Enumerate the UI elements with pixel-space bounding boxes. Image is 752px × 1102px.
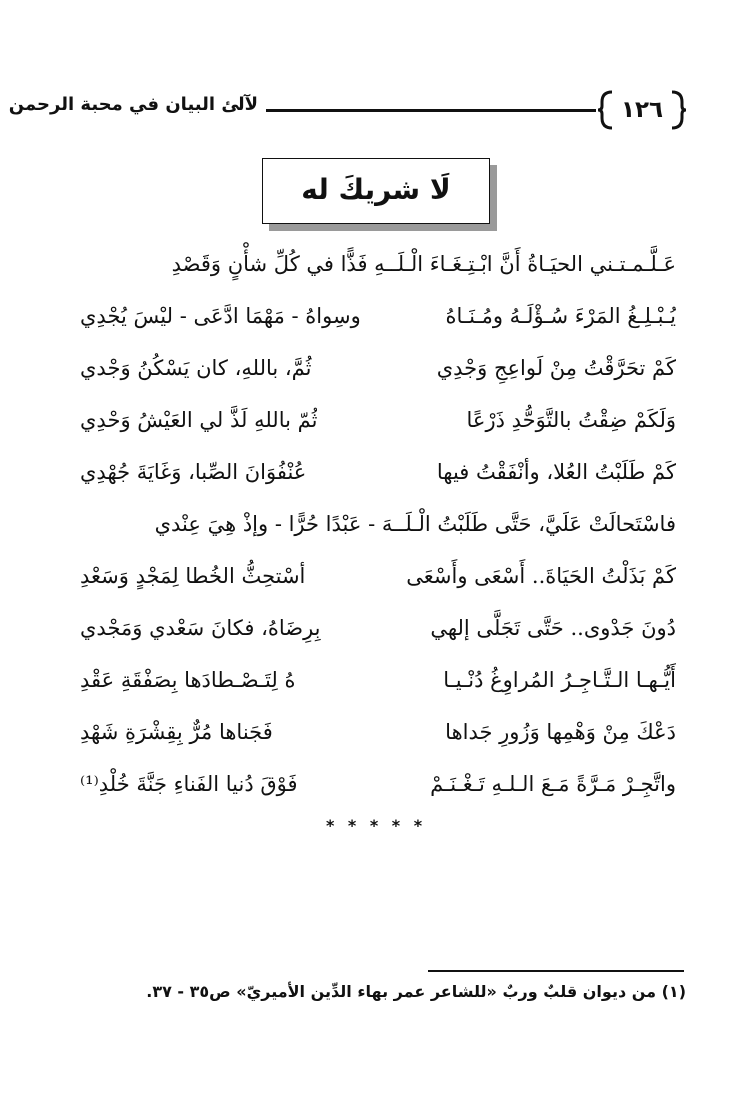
poem-line [80,498,676,550]
poem-second-hemistich: فَوْقَ دُنيا الفَناءِ جَنَّةَ خُلْدِ⁽¹⁾ [80,772,298,796]
poem-first-hemistich: كَمْ تحَرَّقْتُ مِنْ لَواعِجِ وَجْدِي [436,356,676,380]
poem-second-hemistich: وسِواهُ - مَهْمَا ادَّعَى - ليْسَ يُجْدِي [80,304,361,328]
poem-second-hemistich: بِرِضَاهُ، فكانَ سَعْدي وَمَجْدي [80,616,321,640]
poem-second-hemistich: ثُمَّ، باللهِ، كان يَسْكُنُ وَجْدي [80,356,312,380]
poem-first-hemistich: يُـبْـلِـغُ المَرْءَ سُـؤْلَـهُ ومُـنَـاهُ [445,304,676,328]
poem-first-hemistich: وَلَكَمْ ضِقْتُ بالتَّوَحُّدِ ذَرْعًا [466,408,676,432]
poem-second-hemistich: عُنْفُوَانَ الصِّبا، وَغَايَةَ جُهْدِي [80,460,307,484]
poem-line [80,758,676,810]
page-header [8,88,684,132]
page-number: ١٢٦ [620,97,664,123]
poem-line [80,238,676,290]
section-separator: * * * * * [325,816,427,835]
footnote: (١) من ديوان قلبٌ وربٌ «للشاعر عمر بهاء الدِّين الأميريّ» ص٣٥ - ٣٧. [146,982,686,1001]
page-number-frame [598,88,686,132]
poem-first-hemistich: كَمْ بَذَلْتُ الحَيَاةَ.. أَسْعَى وأَسْعَى [406,564,676,588]
poem-first-hemistich: دُونَ جَدْوى.. حَتَّى تَجَلَّى إلهي [430,616,676,640]
chapter-title-frame [262,158,490,224]
book-title: لآلئ البيان في محبة الرحمن [8,94,258,115]
poem-first-hemistich: دَعْكَ مِنْ وَهْمِها وَزُورِ جَداها [445,720,676,744]
poem-line [80,342,676,394]
poem-line [80,550,676,602]
header-rule [266,109,596,112]
poem-full-line: عَـلَّـمـتـني الحيَـاةُ أَنَّ ابْـتِـغَـاءَ الْـلَــهِ فَذًّا في كُلِّ شأْنٍ وَقَصْدِ [171,252,676,276]
poem-full-line: فاسْتَحالَتْ عَلَيَّ، حَتَّى طَلَبْتُ الْـلَــهَ - عَبْدًا حُرًّا - وإذْ هِيَ عِنْدي [154,512,676,536]
poem-first-hemistich: أَيُّـهـا الـتَّـاجِـرُ المُراوِغُ دُنْـيـا [443,668,676,692]
poem-line [80,290,676,342]
poem-line [80,654,676,706]
poem-first-hemistich: كَمْ طَلَبْتُ العُلا، وأنْفَقْتُ فيها [436,460,676,484]
poem-second-hemistich: أسْتحِثُّ الخُطا لِمَجْدٍ وَسَعْدِ [80,564,306,588]
poem-first-hemistich: واتَّجِـرْ مَـرَّةً مَـعَ الـلـهِ تَـغْـنَـمْ [430,772,676,796]
poem-line [80,446,676,498]
poem-second-hemistich: هُ لِتَـصْـطادَها بِصَفْقَةِ عَقْدِ [80,668,296,692]
poem-second-hemistich: ثُمّ باللهِ لَذَّ لي العَيْشُ وَحْدِي [80,408,318,432]
poem-second-hemistich: فَجَناها مُرٌّ بِقِشْرَةِ شَهْدِ [80,720,273,744]
poem-line [80,394,676,446]
poem-line [80,706,676,758]
footnote-rule [428,970,684,972]
chapter-title: لَا شريكَ له [301,173,451,206]
poem-line [80,602,676,654]
